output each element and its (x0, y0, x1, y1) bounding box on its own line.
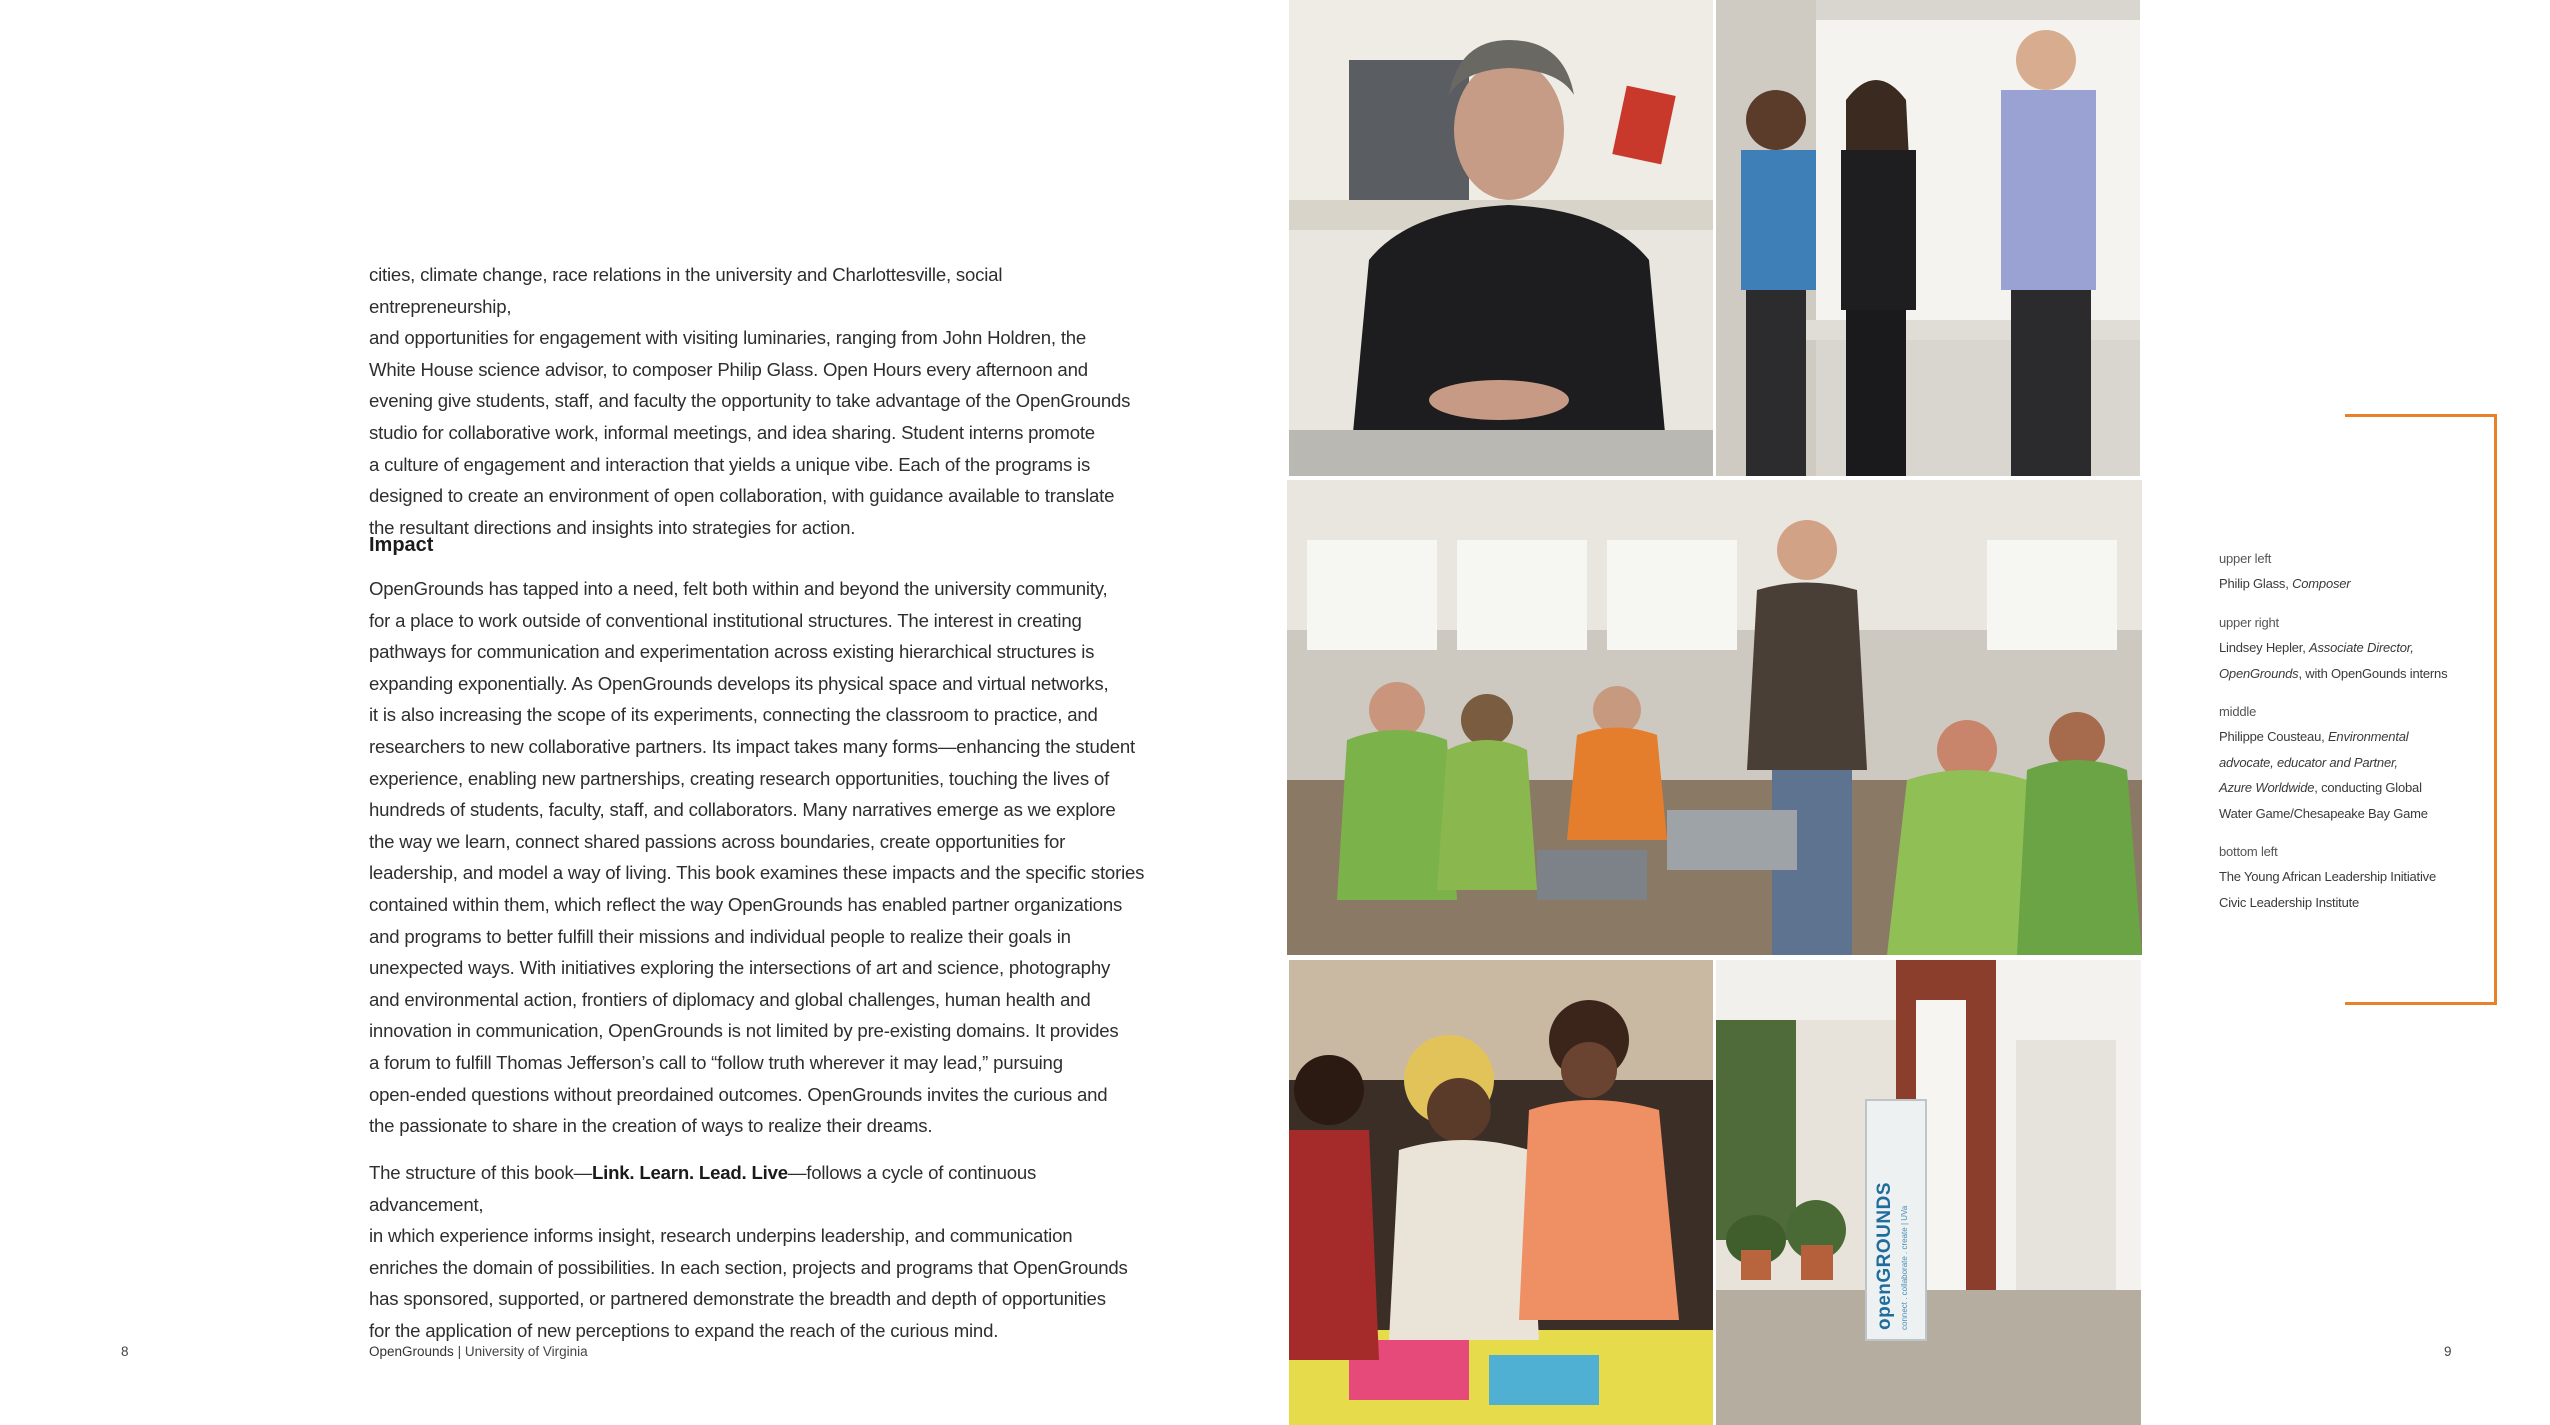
structure-bold-title: Link. Learn. Lead. Live (592, 1162, 788, 1183)
text-line: has sponsored, supported, or partnered demonstrate the breadth and depth of opportunities (369, 1288, 1106, 1310)
banner-tagline-text: connect . collaborate . create | UVa (1900, 1205, 1909, 1330)
impact-heading: Impact (369, 534, 434, 556)
caption-role: advocate, educator and Partner, (2219, 754, 2398, 770)
text-line: cities, climate change, race relations in the university and Charlottesville, social entrepreneurship, (369, 264, 1003, 317)
photo-lindsey-hepler-interns (1716, 0, 2140, 476)
text-line: OpenGrounds has tapped into a need, felt both within and beyond the university community, (369, 578, 1108, 599)
text-line: the resultant directions and insights into strategies for action. (369, 516, 856, 538)
text-line: a culture of engagement and interaction that yields a unique vibe. Each of the programs is (369, 453, 1091, 475)
caption-text (2219, 635, 2489, 660)
caption-org: OpenGrounds (2219, 665, 2299, 681)
caption-name: Lindsey Hepler, (2219, 640, 2310, 656)
page-number-left: 8 (121, 1344, 129, 1359)
text-line: the way we learn, connect shared passions across boundaries, create opportunities for (369, 830, 1066, 852)
caption-org: Azure Worldwide (2219, 780, 2315, 796)
text-line: experience, enabling new partnerships, creating research opportunities, touching the lives of (369, 767, 1110, 789)
caption-text (2219, 571, 2489, 596)
caption-name: Philip Glass, (2219, 576, 2293, 592)
text-line: the passionate to share in the creation of ways to realize their dreams. (369, 1115, 933, 1137)
structure-line (369, 1157, 1149, 1220)
text-line: and programs to better fulfill their missions and individual people to realize their goals in (369, 925, 1071, 947)
caption-role: Associate Director, (2309, 640, 2414, 656)
caption-position: bottom left (2219, 844, 2278, 860)
impact-paragraph (369, 573, 1149, 1142)
caption-text: The Young African Leadership Initiative (2219, 869, 2436, 885)
text-line: innovation in communication, OpenGrounds is not limited by pre-existing domains. It provides (369, 1020, 1119, 1042)
photo-captions (2219, 546, 2489, 928)
caption-role: Composer (2292, 576, 2351, 592)
text-line: for a place to work outside of conventional institutional structures. The interest in creating (369, 609, 1082, 631)
text-line: researchers to new collaborative partners. Its impact takes many forms—enhancing the student (369, 735, 1136, 757)
text-line: designed to create an environment of open collaboration, with guidance available to translate (369, 485, 1115, 507)
text-line: in which experience informs insight, research underpins leadership, and communication (369, 1225, 1073, 1247)
text-line: open-ended questions without preordained outcomes. OpenGrounds invites the curious and (369, 1083, 1108, 1105)
text-line: enriches the domain of possibilities. In each section, projects and programs that OpenGrounds (369, 1256, 1128, 1278)
footer-separator: | (453, 1344, 465, 1359)
text-line: unexpected ways. With initiatives exploring the intersections of art and science, photography (369, 957, 1111, 979)
text-line: hundreds of students, faculty, staff, and collaborators. Many narratives emerge as we explore (369, 799, 1116, 821)
banner-stand (1866, 1100, 1926, 1340)
photo-young-african-leadership (1289, 960, 1713, 1425)
caption-rest: , conducting Global (2314, 780, 2422, 796)
caption-text (2219, 750, 2489, 775)
text-line: pathways for communication and experimentation across existing hierarchical structures is (369, 641, 1095, 663)
photo-philip-glass (1289, 0, 1713, 476)
caption-role: Environmental (2327, 729, 2409, 745)
footer-university: University of Virginia (464, 1344, 588, 1359)
text-line: and opportunities for engagement with visiting luminaries, ranging from John Holdren, the (369, 327, 1087, 349)
caption-upper-right (2219, 610, 2489, 686)
caption-middle (2219, 699, 2489, 826)
footer-brand: OpenGrounds (369, 1344, 454, 1359)
caption-text (2219, 724, 2489, 749)
caption-upper-left (2219, 546, 2489, 597)
caption-name: Philippe Cousteau, (2219, 729, 2328, 745)
caption-text: Water Game/Chesapeake Bay Game (2219, 805, 2428, 821)
text-line: studio for collaborative work, informal meetings, and idea sharing. Student interns promote (369, 421, 1095, 443)
caption-text (2219, 661, 2489, 686)
caption-position: upper right (2219, 614, 2279, 630)
photo-opengrounds-studio-porch (1716, 960, 2141, 1425)
structure-prefix: The structure of this book— (369, 1162, 592, 1183)
intro-paragraph (369, 259, 1149, 543)
page-number-right: 9 (2444, 1344, 2452, 1359)
text-line: expanding exponentially. As OpenGrounds develops its physical space and virtual networks, (369, 672, 1109, 694)
caption-text (2219, 775, 2489, 800)
structure-paragraph (369, 1157, 1149, 1347)
text-line: leadership, and model a way of living. This book examines these impacts and the specific stories (369, 862, 1145, 884)
text-line: evening give students, staff, and faculty the opportunity to take advantage of the OpenGrounds (369, 390, 1131, 412)
photo-philippe-cousteau-water-game (1287, 480, 2142, 955)
banner-brand-text: openGROUNDS (1874, 1182, 1895, 1330)
caption-bottom-left (2219, 839, 2489, 915)
text-line: and environmental action, frontiers of diplomacy and global challenges, human health and (369, 988, 1091, 1010)
text-line: a forum to fulfill Thomas Jefferson’s call to “follow truth wherever it may lead,” pursuing (369, 1051, 1063, 1073)
caption-position: upper left (2219, 551, 2272, 566)
caption-rest: , with OpenGounds interns (2298, 665, 2448, 681)
text-line: for the application of new perceptions to expand the reach of the curious mind. (369, 1319, 999, 1341)
text-line: contained within them, which reflect the way OpenGrounds has enabled partner organizations (369, 893, 1123, 915)
caption-text: Civic Leadership Institute (2219, 894, 2360, 910)
text-line: it is also increasing the scope of its experiments, connecting the classroom to practice, and (369, 704, 1098, 726)
structure-suffix: —follows a cycle of continuous advancement, (369, 1162, 1037, 1215)
text-line: White House science advisor, to composer Philip Glass. Open Hours every afternoon and (369, 358, 1088, 380)
footer (369, 1344, 588, 1359)
caption-position: middle (2219, 704, 2257, 720)
